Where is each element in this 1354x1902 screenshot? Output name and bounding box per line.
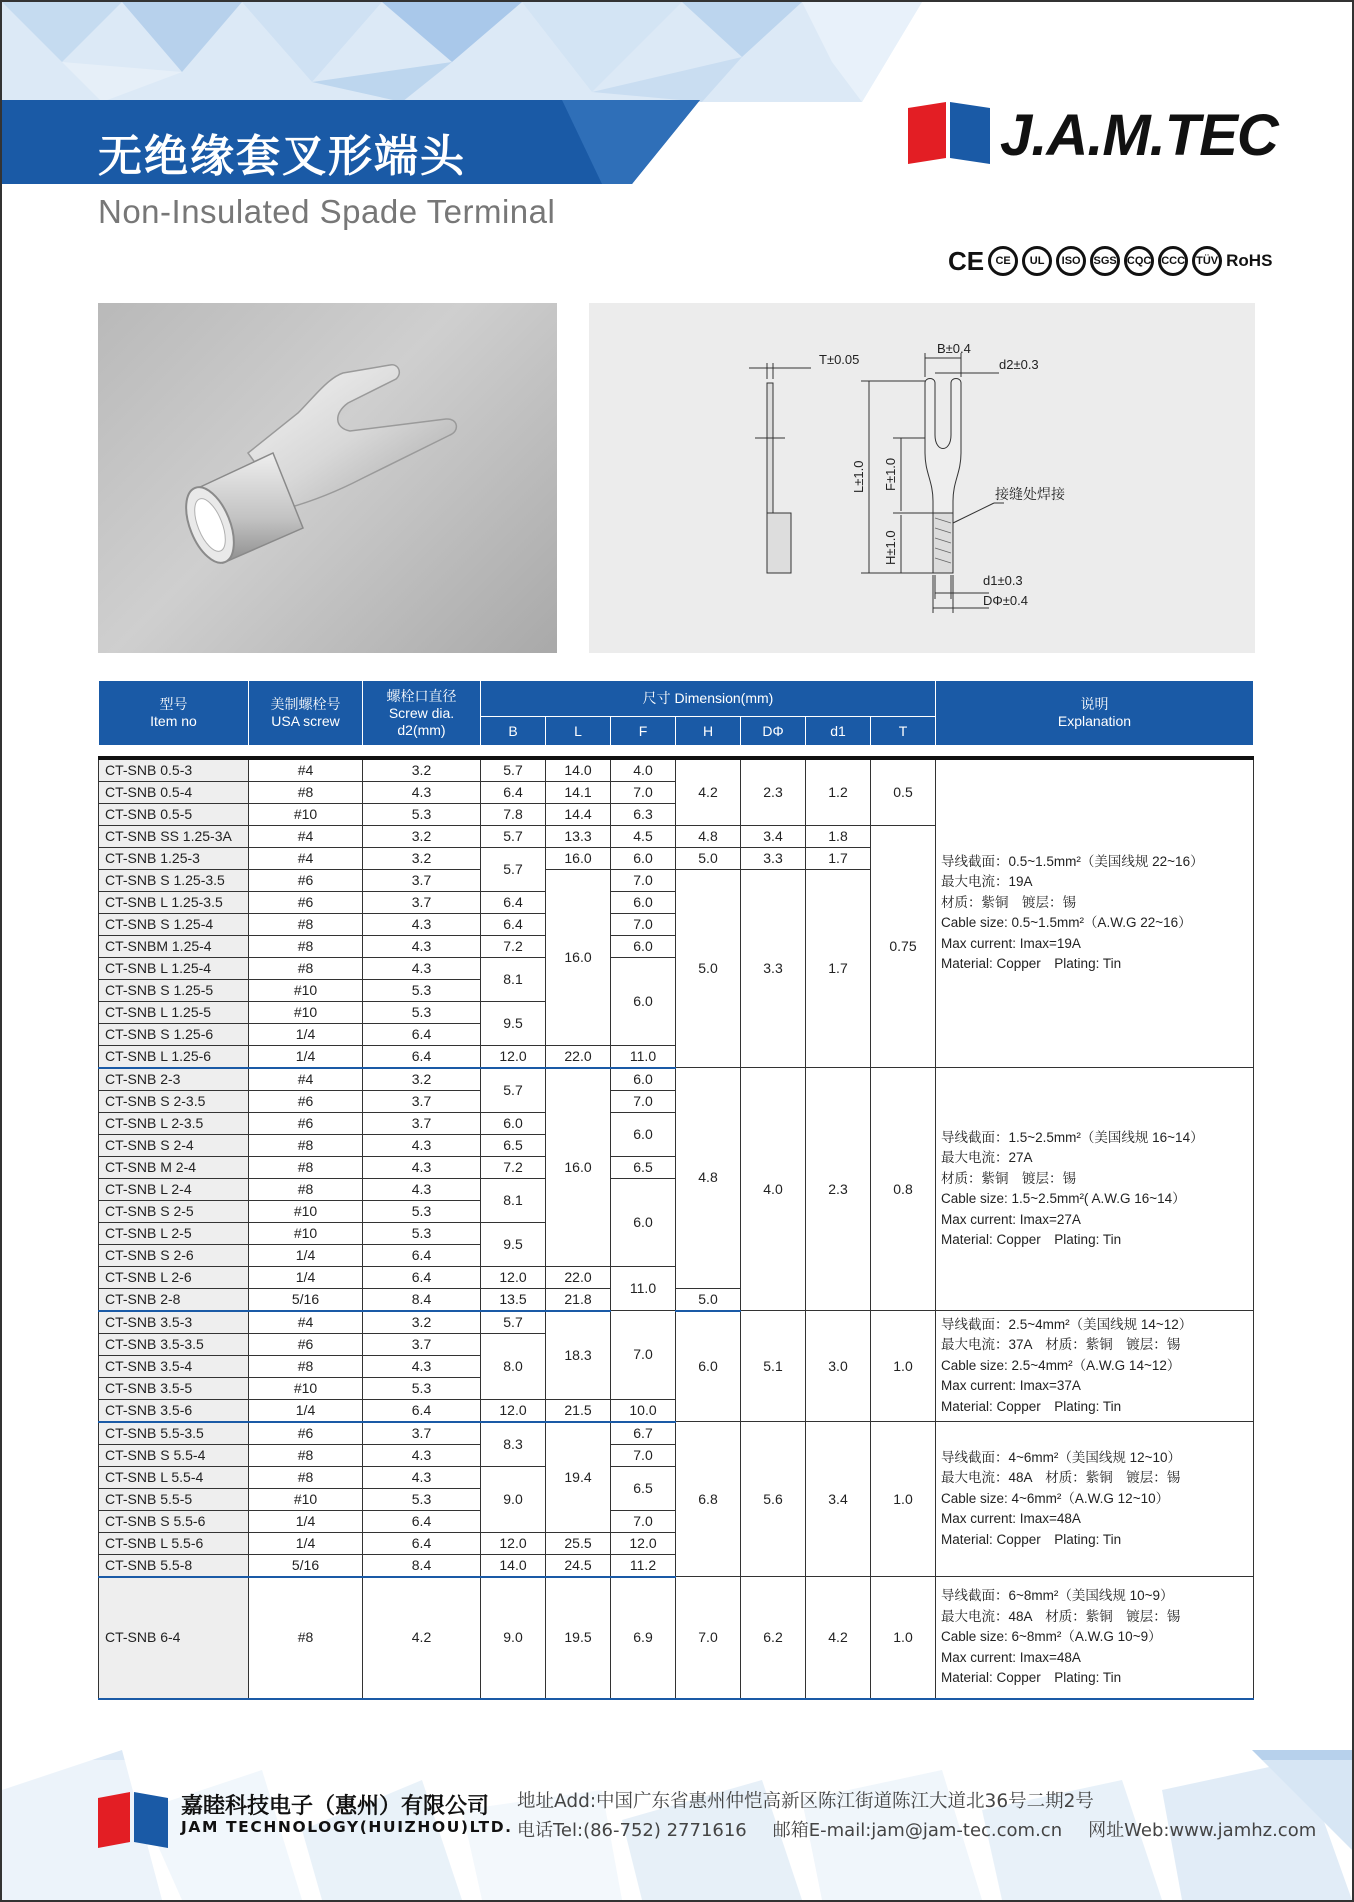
table-row: CT-SNB L 2-5 #10 5.3 9.5 xyxy=(99,1222,1254,1244)
table-row: CT-SNB L 2-4 #8 4.3 8.1 6.0 xyxy=(99,1178,1254,1200)
header-d1: d1 xyxy=(806,717,871,746)
header-l: L xyxy=(546,717,611,746)
table-row: CT-SNB L 1.25-4 #8 4.3 8.1 6.0 xyxy=(99,957,1254,979)
label-b: B±0.4 xyxy=(937,341,971,356)
table-row: CT-SNB S 1.25-6 1/4 6.4 xyxy=(99,1023,1254,1045)
company-address: 地址Add:中国广东省惠州仲恺高新区陈江街道陈江大道北36号二期2号 xyxy=(517,1791,1094,1812)
label-h: H±1.0 xyxy=(883,530,898,565)
table-row: CT-SNB S 1.25-3.5 #6 3.7 16.0 7.0 5.0 3.3 1.7 xyxy=(99,869,1254,891)
table-row: CT-SNB L 1.25-5 #10 5.3 9.5 xyxy=(99,1001,1254,1023)
header-usa-screw: 美制螺栓号 USA screw xyxy=(249,681,363,746)
table-row: CT-SNB S 5.5-6 1/4 6.4 7.0 xyxy=(99,1510,1254,1532)
table-row: CT-SNB 3.5-5 #10 5.3 xyxy=(99,1377,1254,1399)
table-row: CT-SNB S 1.25-4 #8 4.3 6.4 7.0 xyxy=(99,913,1254,935)
brand-name: J.A.M.TEC xyxy=(1000,103,1278,168)
header-h: H xyxy=(676,717,741,746)
table-row: CT-SNB S 5.5-4 #8 4.3 7.0 xyxy=(99,1444,1254,1466)
product-photo xyxy=(98,303,557,653)
header-dphi: DΦ xyxy=(741,717,806,746)
label-d2: d2±0.3 xyxy=(999,357,1039,372)
table-row: CT-SNBM 1.25-4 #8 4.3 7.2 6.0 xyxy=(99,935,1254,957)
table-row: CT-SNB 3.5-4 #8 4.3 xyxy=(99,1355,1254,1377)
group-0.5-1.25 xyxy=(99,758,1254,1068)
table-row: CT-SNB 3.5-3 #4 3.2 5.7 18.3 7.0 6.0 5.1 3.0 1.0 导线截面：2.5~4mm²（美国线规 14~12） 最大电流：37A 材质：紫铜 镀层：锡 Cable size: 2.5~4mm²（A.W.G 14~12） Max current: Imax=37A Material: Copper Plating: Tin xyxy=(99,1311,1254,1334)
technical-drawing xyxy=(589,303,1255,653)
company-tel: 电话Tel:(86-752) 2771616 xyxy=(517,1820,747,1841)
table-row: CT-SNB M 2-4 #8 4.3 7.2 6.5 xyxy=(99,1156,1254,1178)
group-5.5 xyxy=(99,1422,1254,1577)
table-row: CT-SNB S 2-3.5 #6 3.7 7.0 xyxy=(99,1090,1254,1112)
header-screw-dia: 螺栓口直径 Screw dia. d2(mm) xyxy=(363,681,481,746)
table-row: CT-SNB SS 1.25-3A #4 3.2 5.7 13.3 4.5 4.8 3.4 1.8 0.75 xyxy=(99,825,1254,847)
ce-mark-icon: CE xyxy=(948,245,985,276)
table-row: CT-SNB 5.5-3.5 #6 3.7 8.3 19.4 6.7 6.8 5.6 3.4 1.0 导线截面：4~6mm²（美国线规 12~10） 最大电流：48A 材质：紫铜 镀层：锡 Cable size: 4~6mm²（A.W.G 12~10） Max current: Imax=48A Material: Copper Plating: Tin xyxy=(99,1422,1254,1445)
table-row: CT-SNB 0.5-3 #4 3.2 5.7 14.0 4.0 4.2 2.3 1.2 0.5 导线截面：0.5~1.5mm²（美国线规 22~16） 最大电流：19A 材质：紫铜 镀层：锡 Cable size: 0.5~1.5mm²（A.W.G 22~16） Max current: Imax=19A Material: Copper Plating: Tin xyxy=(99,758,1254,782)
spec-table xyxy=(98,680,1254,1700)
label-d1: d1±0.3 xyxy=(983,573,1023,588)
brand-logo xyxy=(906,100,1278,168)
ce-circle-icon: CE xyxy=(988,246,1018,276)
table-row: CT-SNB 2-8 5/16 8.4 13.5 21.8 5.0 xyxy=(99,1288,1254,1311)
table-row: CT-SNB L 2-6 1/4 6.4 12.0 22.0 11.0 xyxy=(99,1266,1254,1288)
table-row: CT-SNB 1.25-3 #4 3.2 5.7 16.0 6.0 5.0 3.3 1.7 xyxy=(99,847,1254,869)
certification-row xyxy=(948,244,1272,278)
group-2 xyxy=(99,1068,1254,1311)
iso-icon: ISO xyxy=(1056,246,1086,276)
table-row: CT-SNB 3.5-3.5 #6 3.7 8.0 xyxy=(99,1333,1254,1355)
table-row: CT-SNB 5.5-8 5/16 8.4 14.0 24.5 11.2 xyxy=(99,1554,1254,1577)
tuv-icon: TÜV xyxy=(1192,246,1222,276)
table-row: CT-SNB 0.5-4 #8 4.3 6.4 14.1 7.0 xyxy=(99,781,1254,803)
rohs-icon: RoHS xyxy=(1226,251,1273,270)
explanation-cell: 导线截面：6~8mm²（美国线规 10~9） 最大电流：48A 材质：紫铜 镀层：锡 Cable size: 6~8mm²（A.W.G 10~9） Max current: Imax=48A Material: Copper Plating: Tin xyxy=(936,1577,1254,1699)
header-f: F xyxy=(611,717,676,746)
table-row: CT-SNB 6-4 #8 4.2 9.0 19.5 6.9 7.0 6.2 4.2 1.0 导线截面：6~8mm²（美国线规 10~9） 最大电流：48A 材质：紫铜 镀层：锡 Cable size: 6~8mm²（A.W.G 10~9） Max current: Imax=48A Material: Copper Plating: Tin xyxy=(99,1577,1254,1699)
table-row: CT-SNB S 2-5 #10 5.3 xyxy=(99,1200,1254,1222)
table-row: CT-SNB L 1.25-6 1/4 6.4 12.0 22.0 11.0 xyxy=(99,1045,1254,1068)
company-logo-icon xyxy=(98,1790,170,1848)
table-row: CT-SNB 5.5-5 #10 5.3 xyxy=(99,1488,1254,1510)
sgs-icon: SGS xyxy=(1090,246,1120,276)
explanation-cell: 导线截面：0.5~1.5mm²（美国线规 22~16） 最大电流：19A 材质：紫铜 镀层：锡 Cable size: 0.5~1.5mm²（A.W.G 22~16） Max current: Imax=19A Material: Copper Plating: Tin xyxy=(936,758,1254,1068)
label-dphi: DΦ±0.4 xyxy=(983,593,1028,608)
table-row: CT-SNB 0.5-5 #10 5.3 7.8 14.4 6.3 xyxy=(99,803,1254,825)
table-row: CT-SNB S 1.25-5 #10 5.3 xyxy=(99,979,1254,1001)
contact-row xyxy=(517,1816,1316,1842)
table-row: CT-SNB S 2-4 #8 4.3 6.5 xyxy=(99,1134,1254,1156)
label-f: F±1.0 xyxy=(883,457,898,491)
explanation-cell: 导线截面：4~6mm²（美国线规 12~10） 最大电流：48A 材质：紫铜 镀层：锡 Cable size: 4~6mm²（A.W.G 12~10） Max current: Imax=48A Material: Copper Plating: Tin xyxy=(936,1422,1254,1577)
header-b: B xyxy=(481,717,546,746)
company-website[interactable]: 网址Web:www.jamhz.com xyxy=(1088,1820,1317,1841)
header-dimension: 尺寸 Dimension(mm) xyxy=(481,681,936,717)
table-row: CT-SNB 2-3 #4 3.2 5.7 16.0 6.0 4.8 4.0 2.3 0.8 导线截面：1.5~2.5mm²（美国线规 16~14） 最大电流：27A 材质：紫铜 镀层：锡 Cable size: 1.5~2.5mm²( A.W.G 16~14） Max current: Imax=27A Material: Copper Plating: Tin xyxy=(99,1068,1254,1091)
table-row: CT-SNB L 2-3.5 #6 3.7 6.0 6.0 xyxy=(99,1112,1254,1134)
company-name-cn: 嘉睦科技电子（惠州）有限公司 xyxy=(181,1794,490,1819)
table-row: CT-SNB 3.5-6 1/4 6.4 12.0 21.5 10.0 xyxy=(99,1399,1254,1422)
ccc-icon: CCC xyxy=(1158,246,1188,276)
page-title-en: Non-Insulated Spade Terminal xyxy=(98,193,556,230)
table-row: CT-SNB L 5.5-4 #8 4.3 9.0 6.5 xyxy=(99,1466,1254,1488)
header-explanation: 说明 Explanation xyxy=(936,681,1254,746)
ul-icon: UL xyxy=(1022,246,1052,276)
page-title-cn: 无绝缘套叉形端头 xyxy=(98,131,466,182)
brand-mark-icon xyxy=(906,100,992,164)
label-t: T±0.05 xyxy=(819,352,860,367)
table-row: CT-SNB S 2-6 1/4 6.4 xyxy=(99,1244,1254,1266)
cqc-icon: CQC xyxy=(1124,246,1154,276)
table-row: CT-SNB L 1.25-3.5 #6 3.7 6.4 6.0 xyxy=(99,891,1254,913)
explanation-cell: 导线截面：2.5~4mm²（美国线规 14~12） 最大电流：37A 材质：紫铜 镀层：锡 Cable size: 2.5~4mm²（A.W.G 14~12） Max current: Imax=37A Material: Copper Plating: Tin xyxy=(936,1311,1254,1422)
company-email[interactable]: 邮箱E-mail:jam@jam-tec.com.cn xyxy=(772,1820,1063,1841)
label-l: L±1.0 xyxy=(851,460,866,493)
group-3.5 xyxy=(99,1311,1254,1422)
header-item: 型号 Item no xyxy=(99,681,249,746)
table-row: CT-SNB L 5.5-6 1/4 6.4 12.0 25.5 12.0 xyxy=(99,1532,1254,1554)
label-weld: 接缝处焊接 xyxy=(995,487,1065,503)
group-6 xyxy=(99,1577,1254,1699)
explanation-cell: 导线截面：1.5~2.5mm²（美国线规 16~14） 最大电流：27A 材质：紫铜 镀层：锡 Cable size: 1.5~2.5mm²( A.W.G 16~14） Max current: Imax=27A Material: Copper Plating: Tin xyxy=(936,1068,1254,1311)
header-t: T xyxy=(871,717,936,746)
header-background xyxy=(2,2,1352,102)
company-name-en: JAM TECHNOLOGY(HUIZHOU)LTD. xyxy=(181,1818,513,1836)
